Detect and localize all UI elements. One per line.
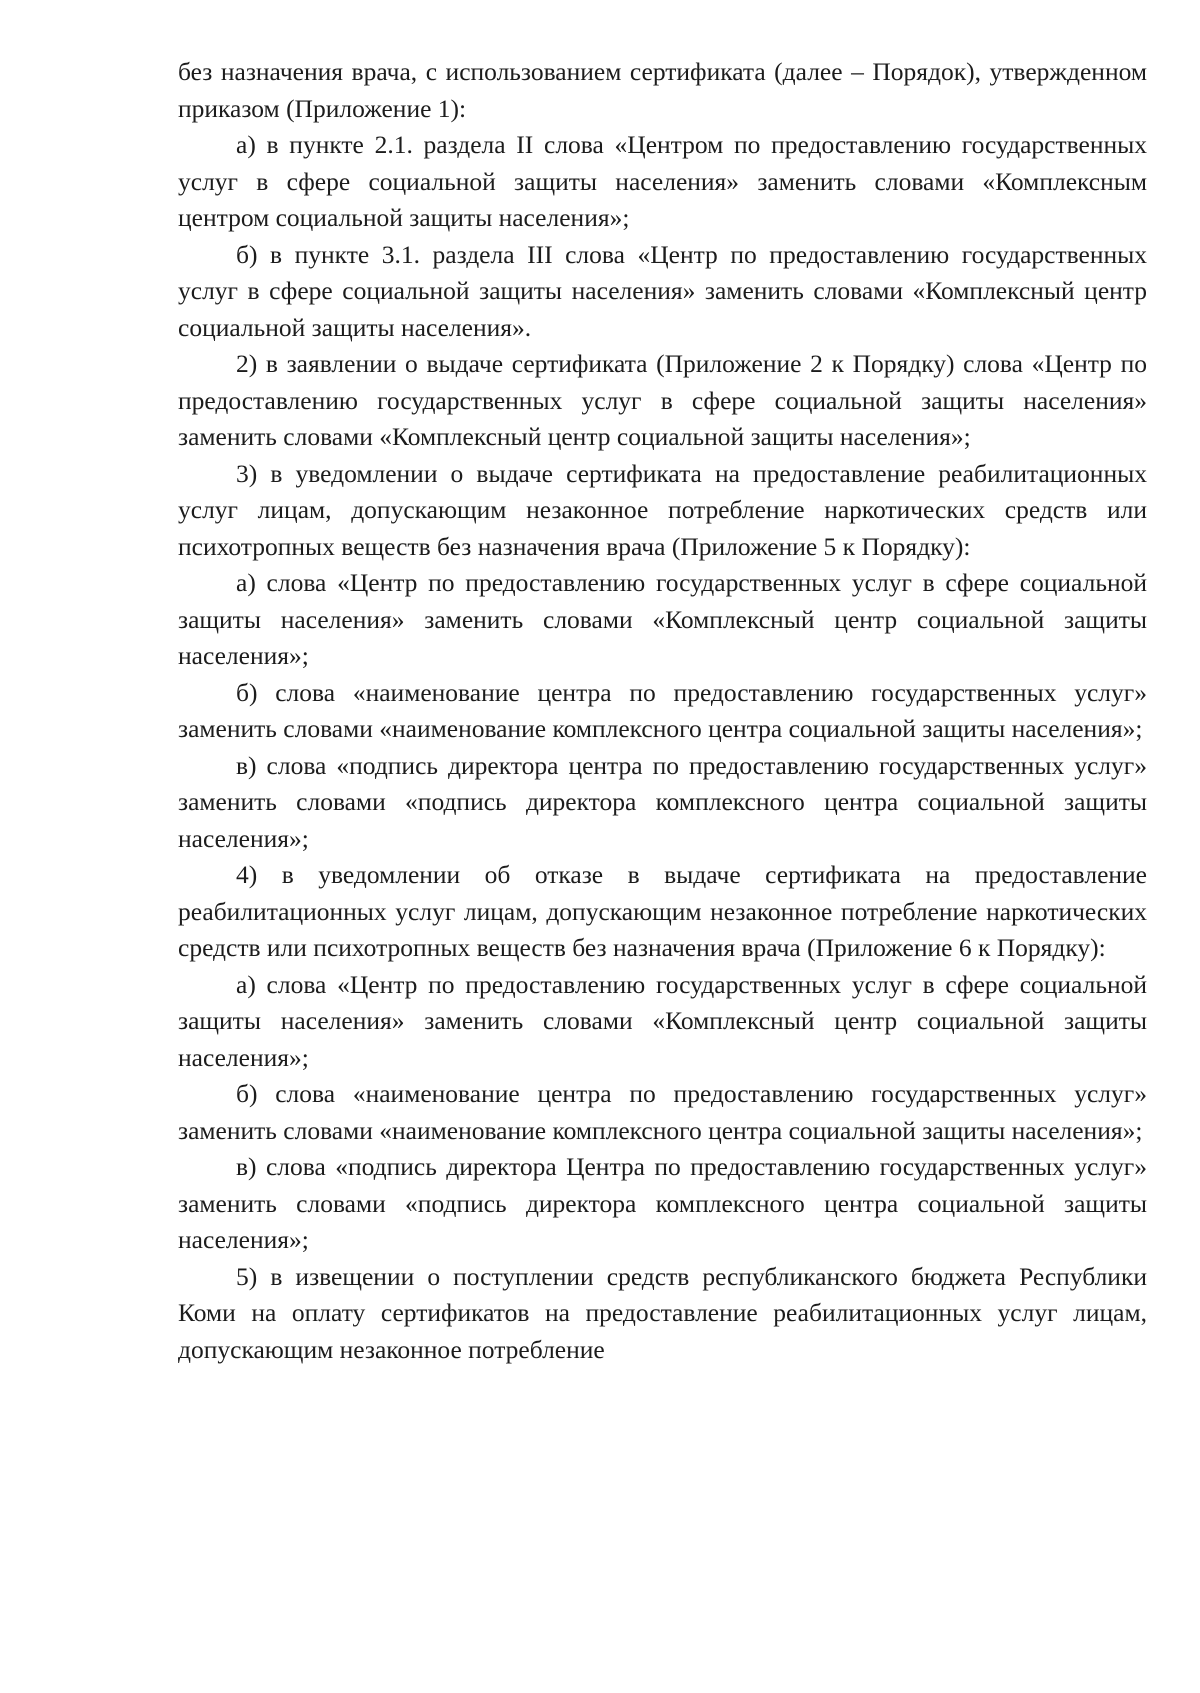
paragraph-4b: б) слова «наименование центра по предоставлению государственных услуг» заменить словами «наименование комплексного центра социальной защиты населения»;: [178, 1079, 1147, 1145]
paragraph-4: 4) в уведомлении об отказе в выдаче сертификата на предоставление реабилитационных услуг лицам, допускающим незаконное потребление наркотических средств или психотропных веществ без назначения врача (Приложение 6 к Порядку):: [178, 860, 1147, 962]
paragraph-3: 3) в уведомлении о выдаче сертификата на предоставление реабилитационных услуг лицам, допускающим незаконное потребление наркотических средств или психотропных веществ без назначения врача (Приложение 5 к Порядку):: [178, 458, 1147, 561]
paragraph-3a: а) слова «Центр по предоставлению государственных услуг в сфере социальной защиты населения» заменить словами «Комплексный центр социальной защиты населения»;: [178, 568, 1147, 670]
paragraph-intro-continuation: без назначения врача, с использованием сертификата (далее – Порядок), утвержденном приказом (Приложение 1):: [178, 57, 1147, 123]
paragraph-3c: в) слова «подпись директора центра по предоставлению государственных услуг» заменить словами «подпись директора комплексного центра социальной защиты населения»;: [178, 750, 1147, 853]
paragraph-4a: а) слова «Центр по предоставлению государственных услуг в сфере социальной защиты населения» заменить словами «Комплексный центр социальной защиты населения»;: [178, 969, 1147, 1072]
paragraph-2: 2) в заявлении о выдаче сертификата (Приложение 2 к Порядку) слова «Центр по предоставлению государственных услуг в сфере социальной защиты населения» заменить словами «Комплексный центр социальной защиты населения»;: [178, 349, 1147, 451]
document-page: [178, 54, 1147, 1368]
paragraph-4c: в) слова «подпись директора Центра по предоставлению государственных услуг» заменить словами «подпись директора комплексного центра социальной защиты населения»;: [178, 1152, 1147, 1254]
paragraph-1b: б) в пункте 3.1. раздела III слова «Центр по предоставлению государственных услуг в сфере социальной защиты населения» заменить словами «Комплексный центр социальной защиты населения».: [178, 239, 1147, 342]
paragraph-5: 5) в извещении о поступлении средств республиканского бюджета Республики Коми на оплату сертификатов на предоставление реабилитационных услуг лицам, допускающим незаконное потребление: [178, 1261, 1147, 1364]
paragraph-3b: б) слова «наименование центра по предоставлению государственных услуг» заменить словами «наименование комплексного центра социальной защиты населения»;: [178, 677, 1147, 743]
paragraph-1a: а) в пункте 2.1. раздела II слова «Центром по предоставлению государственных услуг в сфере социальной защиты населения» заменить словами «Комплексным центром социальной защиты населения»;: [178, 130, 1147, 232]
